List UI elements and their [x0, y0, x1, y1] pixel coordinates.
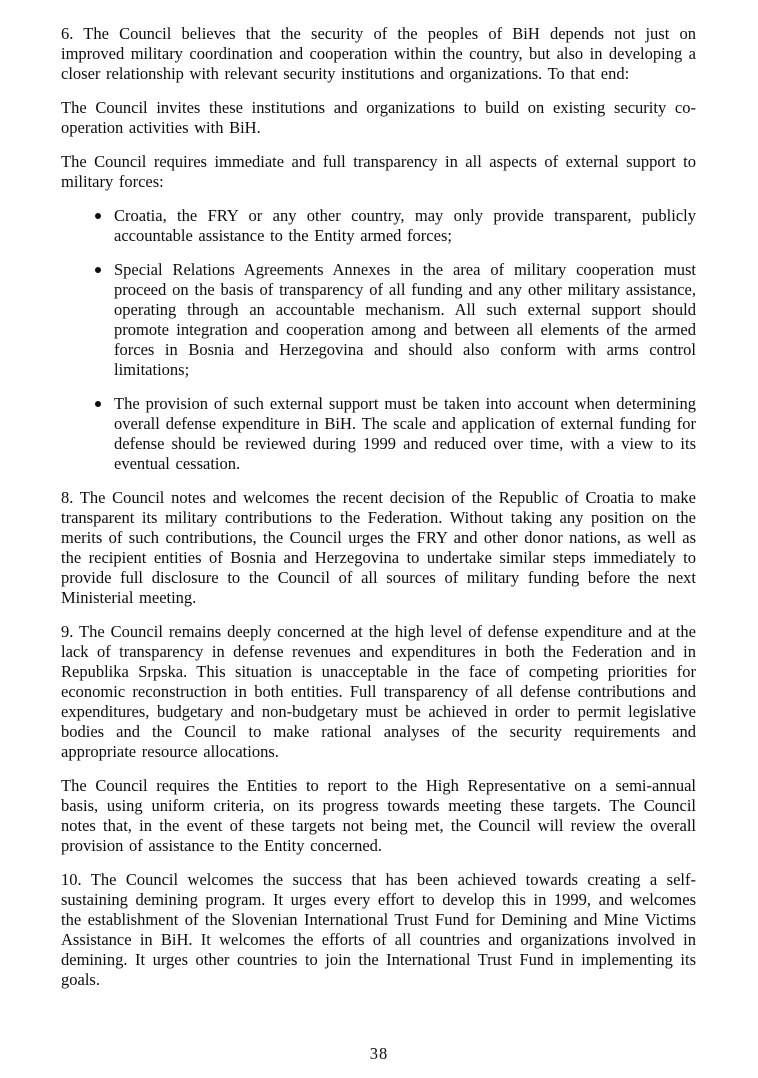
- bullet-item-external-support: [95, 394, 696, 474]
- bullet-text: The provision of such external support must be taken into account when determining overall defense expenditure in BiH. The scale and application of external funding for defense should be reviewed during 1999 and reduced over time, with a view to its eventual cessation.: [114, 394, 696, 473]
- bullet-item-croatia: [95, 206, 696, 246]
- bullet-text: Croatia, the FRY or any other country, may only provide transparent, publicly accountable assistance to the Entity armed forces;: [114, 206, 696, 245]
- paragraph-9: 9. The Council remains deeply concerned at the high level of defense expenditure and at the lack of transparency in defense revenues and expenditures in both the Federation and in Republika Srpska. This situation is unacceptable in the face of competing priorities for economic reconstruction in both entities. Full transparency of all defense contributions and expenditures, budgetary and non-budgetary must be achieved in order to permit legislative bodies and the Council to make rational analyses of the security requirements and appropriate resource allocations.: [61, 622, 696, 761]
- bullet-item-special-relations: [95, 260, 696, 380]
- paragraph-council-requires: The Council requires immediate and full transparency in all aspects of external support to military forces:: [61, 152, 696, 191]
- page-number: 38: [369, 1044, 389, 1063]
- bullet-icon: [95, 213, 101, 219]
- paragraph-council-report: The Council requires the Entities to report to the High Representative on a semi-annual basis, using uniform criteria, on its progress towards meeting these targets. The Council notes that, in the event of these targets not being met, the Council will review the overall provision of assistance to the Entity concerned.: [61, 776, 696, 855]
- paragraph-6: 6. The Council believes that the security of the peoples of BiH depends not just on improved military coordination and cooperation within the country, but also in developing a closer relationship with relevant security institutions and organizations. To that end:: [61, 24, 696, 83]
- paragraph-8: 8. The Council notes and welcomes the recent decision of the Republic of Croatia to make transparent its military contributions to the Federation. Without taking any position on the merits of such contributions, the Council urges the FRY and other donor nations, as well as the recipient entities of Bosnia and Herzegovina to undertake similar steps immediately to provide full disclosure to the Council of all sources of military funding before the next Ministerial meeting.: [61, 488, 696, 607]
- paragraph-10: 10. The Council welcomes the success that has been achieved towards creating a self-sustaining demining program. It urges every effort to develop this in 1999, and welcomes the establishment of the Slovenian International Trust Fund for Demining and Mine Victims Assistance in BiH. It welcomes the efforts of all countries and organizations involved in demining. It urges other countries to join the International Trust Fund in implementing its goals.: [61, 870, 696, 989]
- paragraph-council-invites: The Council invites these institutions and organizations to build on existing security co-operation activities with BiH.: [61, 98, 696, 137]
- bullet-list: [61, 206, 696, 474]
- bullet-icon: [95, 401, 101, 407]
- bullet-icon: [95, 267, 101, 273]
- bullet-text: Special Relations Agreements Annexes in the area of military cooperation must proceed on the basis of transparency of all funding and any other military assistance, operating through an accountable mechanism. All such external support should promote integration and cooperation among and between all elements of the armed forces in Bosnia and Herzegovina and should also conform with arms control limitations;: [114, 260, 696, 379]
